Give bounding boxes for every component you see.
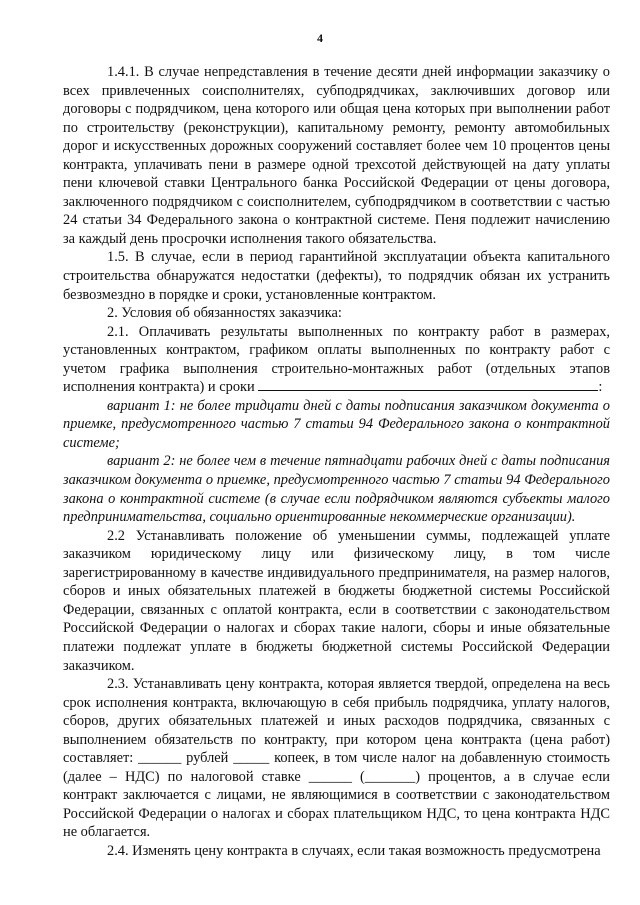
document-body (63, 63, 610, 861)
paragraph-2-1 (63, 323, 610, 397)
paragraph-2-4: 2.4. Изменять цену контракта в случаях, если такая возможность предусмотрена (107, 842, 601, 859)
paragraph-1-4-1: 1.4.1. В случае непредставления в течение десяти дней информации заказчику о всех привлеченных соисполнителях, субподрядчиках, заключивших договор или договоры с подрядчиком, цена которого или общая цена которых при выполнении работ по строительству (реконструкции), капитальному ремонту, ремонту автомобильных дорог и искусственных дорожных сооружений составляет более чем 10 процентов цены контракта, уплачивать пени в размере одной трехсотой действующей на дату уплаты пени ключевой ставки Центрального банка Российской Федерации от цены договора, заключенного подрядчиком с соисполнителем, субподрядчиком в соответствии с частью 24 статьи 34 Федерального закона о контрактной системе. Пеня подлежит начислению за каждый день просрочки исполнения такого обязательства. (63, 64, 610, 247)
paragraph-2-2: 2.2 Устанавливать положение об уменьшении суммы, подлежащей уплате заказчиком юридическому лицу или физическому лицу, в том числе зарегистрированному в качестве индивидуального предпринимателя, на размер налогов, сборов и иных обязательных платежей в бюджеты бюджетной системы Российской Федерации, связанных с оплатой контракта, если в соответствии с законодательством Российской Федерации о налогах и сборах такие налоги, сборы и иные обязательные платежи подлежат уплате в бюджеты бюджетной системы Российской Федерации заказчиком. (63, 527, 610, 674)
variant-1: вариант 1: не более тридцати дней с даты подписания заказчиком документа о приемке, предусмотренного частью 7 статьи 94 Федерального закона о контрактной системе; (63, 397, 610, 451)
deadline-blank-line (258, 378, 598, 391)
paragraph-2-heading: 2. Условия об обязанностях заказчика: (107, 305, 342, 322)
variant-2: вариант 2: не более чем в течение пятнадцати рабочих дней с даты подписания заказчиком документа о приемке, предусмотренного частью 7 статьи 94 Федерального закона о контрактной системе (в случае если подрядчиком являются субъекты малого предпринимательства, социально ориентированные некоммерческие организации). (63, 453, 610, 526)
paragraph-2-1-text: 2.1. Оплачивать результаты выполненных по контракту работ в размерах, установленных контрактом, графиком оплаты выполненных по контракту работ с учетом графика выполнения строительно-монтажных работ (отдельных этапов исполнения контракта) и сроки (63, 323, 610, 396)
page-number: 4 (317, 31, 323, 45)
paragraph-2-1-colon: : (598, 379, 603, 396)
paragraph-1-5: 1.5. В случае, если в период гарантийной эксплуатации объекта капитального строительства обнаружатся недостатки (дефекты), то подрядчик обязан их устранить безвозмездно в порядке и сроки, установленные контрактом. (63, 249, 610, 303)
paragraph-2-3: 2.3. Устанавливать цену контракта, которая является твердой, определена на весь срок исполнения контракта, включающую в себя прибыль подрядчика, уплату налогов, сборов, других обязательных платежей и иных расходов подрядчика, связанных с выполнением обязательств по контракту, при котором цена контракта (цена работ) составляет: ______ рублей _____ копеек, в том числе налог на добавленную стоимость (далее – НДС) по налоговой ставке ______ (_______) процентов, а в случае если контракт заключается с лицами, не являющимися в соответствии с законодательством Российской Федерации о налогах и сборах плательщиком НДС, то цена контракта НДС не облагается. (63, 676, 610, 841)
